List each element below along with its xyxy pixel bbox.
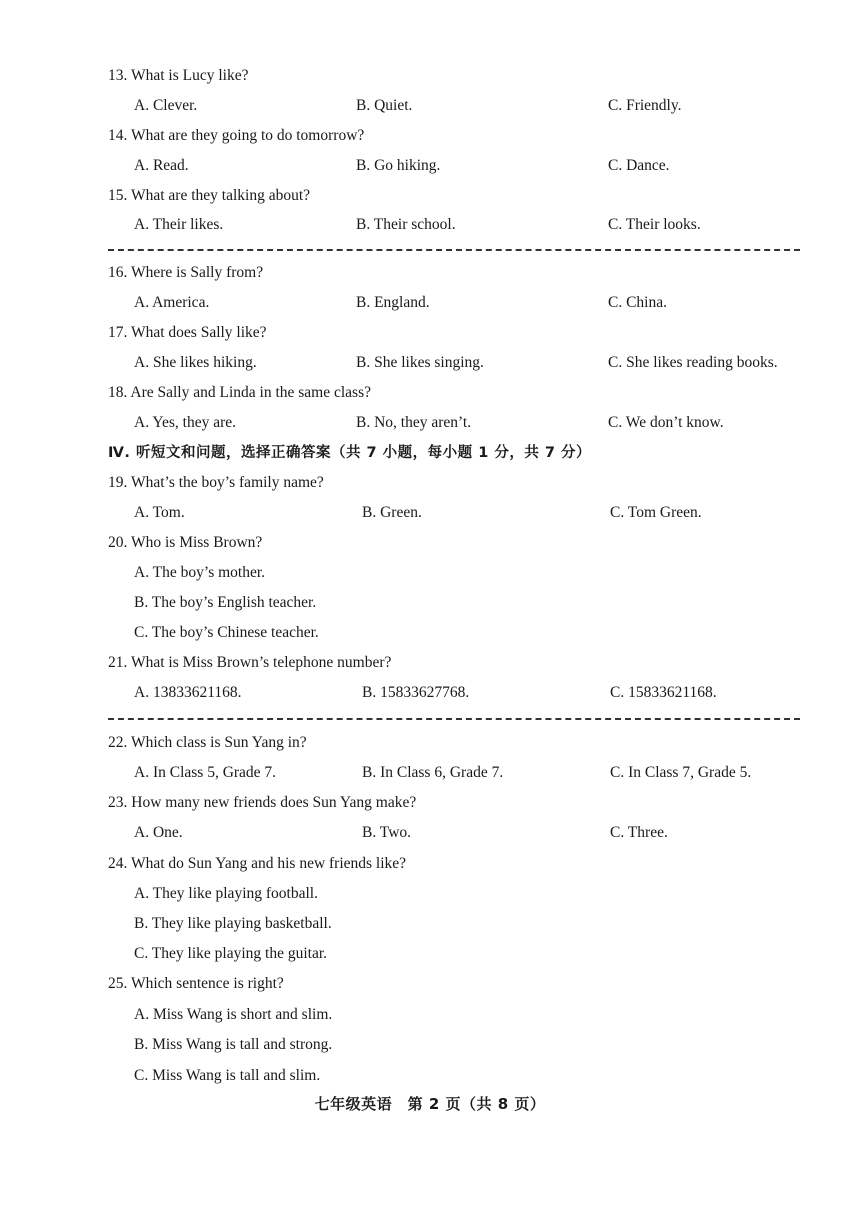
option-b: B. The boy’s English teacher. xyxy=(134,594,317,611)
section-4-instructions: Ⅳ. 听短文和问题，选择正确答案（共 7 小题，每小题 1 分，共 7 分） xyxy=(108,445,592,461)
question-18 xyxy=(0,381,860,405)
question-stem: 25. Which sentence is right? xyxy=(108,975,284,992)
question-24 xyxy=(0,852,860,876)
option-c: C. 15833621168. xyxy=(610,684,717,701)
question-20-option-b xyxy=(0,591,860,615)
question-21-options xyxy=(0,681,860,705)
question-14-options xyxy=(0,154,860,178)
option-a: A. Clever. xyxy=(134,97,198,114)
question-16-options xyxy=(0,291,860,315)
question-23 xyxy=(0,791,860,815)
option-a: A. She likes hiking. xyxy=(134,354,257,371)
option-c: C. Tom Green. xyxy=(610,504,702,521)
question-21 xyxy=(0,651,860,675)
question-17 xyxy=(0,321,860,345)
question-14 xyxy=(0,124,860,148)
question-20-option-c xyxy=(0,621,860,645)
question-stem: 18. Are Sally and Linda in the same class? xyxy=(108,384,372,401)
question-stem: 20. Who is Miss Brown? xyxy=(108,534,263,551)
section-heading xyxy=(0,441,860,465)
question-19-options xyxy=(0,501,860,525)
question-22 xyxy=(0,731,860,755)
option-a: A. Yes, they are. xyxy=(134,414,237,431)
question-24-option-c xyxy=(0,942,860,966)
option-a: A. America. xyxy=(134,294,210,311)
question-22-options xyxy=(0,761,860,785)
option-b: B. They like playing basketball. xyxy=(134,915,332,932)
question-stem: 23. How many new friends does Sun Yang make? xyxy=(108,794,417,811)
question-20-option-a xyxy=(0,561,860,585)
option-a: A. Read. xyxy=(134,157,189,174)
question-13 xyxy=(0,64,860,88)
question-stem: 13. What is Lucy like? xyxy=(108,67,249,84)
question-25-option-c xyxy=(0,1064,860,1088)
option-a: A. Miss Wang is short and slim. xyxy=(134,1006,333,1023)
option-c: C. Miss Wang is tall and slim. xyxy=(134,1067,321,1084)
question-24-option-a xyxy=(0,882,860,906)
question-stem: 24. What do Sun Yang and his new friends like? xyxy=(108,855,407,872)
option-b: B. Miss Wang is tall and strong. xyxy=(134,1036,333,1053)
option-c: C. She likes reading books. xyxy=(608,354,778,371)
option-a: A. Their likes. xyxy=(134,216,224,233)
option-c: C. They like playing the guitar. xyxy=(134,945,328,962)
option-b: B. England. xyxy=(356,294,430,311)
question-15-options xyxy=(0,213,860,237)
option-b: B. No, they aren’t. xyxy=(356,414,472,431)
question-17-options xyxy=(0,351,860,375)
question-25 xyxy=(0,972,860,996)
page-footer: 七年级英语 第 2 页（共 8 页） xyxy=(314,1095,546,1113)
question-16 xyxy=(0,261,860,285)
option-c: C. The boy’s Chinese teacher. xyxy=(134,624,319,641)
option-c: C. We don’t know. xyxy=(608,414,724,431)
question-stem: 22. Which class is Sun Yang in? xyxy=(108,734,307,751)
option-b: B. Quiet. xyxy=(356,97,413,114)
question-23-options xyxy=(0,821,860,845)
question-18-options xyxy=(0,411,860,435)
option-a: A. They like playing football. xyxy=(134,885,318,902)
option-c: C. Dance. xyxy=(608,157,670,174)
question-25-option-b xyxy=(0,1033,860,1057)
question-stem: 16. Where is Sally from? xyxy=(108,264,264,281)
question-stem: 14. What are they going to do tomorrow? xyxy=(108,127,365,144)
option-c: C. Friendly. xyxy=(608,97,682,114)
option-c: C. Three. xyxy=(610,824,668,841)
section-divider xyxy=(108,249,800,251)
option-c: C. Their looks. xyxy=(608,216,701,233)
option-a: A. 13833621168. xyxy=(134,684,242,701)
question-stem: 19. What’s the boy’s family name? xyxy=(108,474,324,491)
section-divider xyxy=(108,718,800,720)
option-c: C. In Class 7, Grade 5. xyxy=(610,764,752,781)
option-a: A. One. xyxy=(134,824,183,841)
option-b: B. Their school. xyxy=(356,216,456,233)
option-b: B. Two. xyxy=(362,824,412,841)
option-b: B. She likes singing. xyxy=(356,354,484,371)
option-b: B. Green. xyxy=(362,504,422,521)
question-stem: 17. What does Sally like? xyxy=(108,324,267,341)
question-13-options xyxy=(0,94,860,118)
question-15 xyxy=(0,184,860,208)
option-b: B. Go hiking. xyxy=(356,157,441,174)
option-b: B. 15833627768. xyxy=(362,684,470,701)
question-25-option-a xyxy=(0,1003,860,1027)
option-a: A. Tom. xyxy=(134,504,185,521)
option-b: B. In Class 6, Grade 7. xyxy=(362,764,504,781)
option-a: A. In Class 5, Grade 7. xyxy=(134,764,277,781)
question-stem: 15. What are they talking about? xyxy=(108,187,311,204)
question-19 xyxy=(0,471,860,495)
question-24-option-b xyxy=(0,912,860,936)
option-c: C. China. xyxy=(608,294,667,311)
option-a: A. The boy’s mother. xyxy=(134,564,266,581)
question-stem: 21. What is Miss Brown’s telephone number? xyxy=(108,654,392,671)
question-20 xyxy=(0,531,860,555)
